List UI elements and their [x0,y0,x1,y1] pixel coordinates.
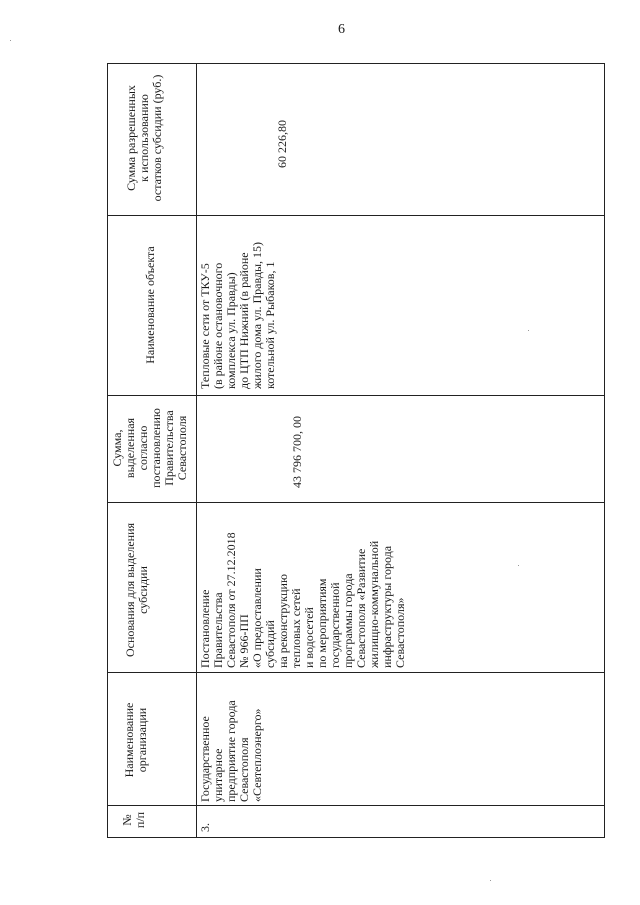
row-amount [291,416,304,488]
row-basis [199,532,407,668]
header-allowed [125,64,164,212]
column-separator-basis-organization [108,672,604,673]
header-amount-line5: Правительства [162,410,176,486]
scan-speck [10,40,11,41]
row-num-value: 3. [198,823,212,832]
header-amount-line1: Сумма, [110,429,124,467]
row-object [199,242,277,389]
row-basis-line11: государственной [328,582,342,668]
header-num-line2: п/п [133,811,147,829]
column-separator-object-amount [108,395,604,396]
row-basis-line4: № 966-ПП [237,614,251,668]
row-organization-line1: Государственное [198,716,212,802]
row-organization-line2: унитарное [211,748,225,802]
row-basis-line8: тепловых сетей [289,588,303,668]
row-object-line1: Тепловые сети от ТКУ-5 [198,263,212,389]
header-object [144,225,157,385]
row-basis-line5: «О предоставлении [250,568,264,668]
header-allowed-line1: Сумма разрешенных [124,85,138,191]
row-basis-line1: Постановление [198,589,212,668]
header-organization-line2: организации [135,707,149,773]
header-amount-line2: выделенная [123,417,137,479]
row-organization-line5: «Севтеплоэнерго» [250,708,264,802]
row-amount-value: 43 796 700, 00 [290,416,304,488]
row-basis-line16: Севастополя» [393,597,407,668]
page-number: 6 [338,22,345,37]
header-amount-line3: согласно [136,425,150,471]
header-organization-line1: Наименование [122,702,136,778]
header-amount-line6: Севастополя [175,415,189,481]
row-object-line3: комплекса ул. Правды) [224,272,238,389]
row-object-line2: (в районе остановочного [211,262,225,389]
header-allowed-line2: к использованию [137,94,151,182]
header-object-line1: Наименование объекта [143,246,157,364]
row-organization [199,700,264,802]
column-separator-amount-basis [108,502,604,503]
header-organization [123,690,149,790]
row-basis-line15: инфраструктуры города [380,545,394,668]
header-basis-line2: субсидии [136,566,150,614]
row-basis-line14: жилищно-коммунальной [367,540,381,668]
row-allowed [276,120,289,168]
scan-speck [528,330,529,331]
header-num [121,810,147,830]
row-basis-line10: по мероприятиям [315,578,329,668]
scan-speck [518,565,519,566]
row-organization-line4: Севастополя [237,737,251,802]
header-amount [111,403,189,493]
row-basis-line2: Правительства [211,592,225,668]
row-basis-line9: и водосетей [302,607,316,668]
row-num [199,823,212,832]
row-organization-line3: предприятие города [224,700,238,802]
scan-speck [490,880,491,881]
row-basis-line3: Севастополя от 27.12.2018 [224,532,238,668]
header-num-line1: № [120,814,134,826]
header-basis-line1: Основания для выделения [123,522,137,658]
row-basis-line6: субсидий [263,620,277,668]
row-allowed-value: 60 226,80 [275,120,289,168]
header-row-separator [196,64,197,837]
header-basis [124,515,150,665]
row-object-line4: до ЦТП Нижний (в районе [237,252,251,389]
column-separator-allowed-object [108,215,604,216]
row-basis-line7: на реконструкцию [276,574,290,668]
row-object-line5: жилого дома ул. Правды, 15) [250,241,264,389]
row-basis-line12: программы города [341,573,355,668]
row-basis-line13: Севастополя «Развитие [354,548,368,668]
column-separator-organization-num [108,805,604,806]
header-amount-line4: постановлению [149,408,163,488]
header-allowed-line3: остатков субсидии (руб.) [150,74,164,202]
row-object-line6: котельной ул. Рыбаков, 1 [263,261,277,389]
